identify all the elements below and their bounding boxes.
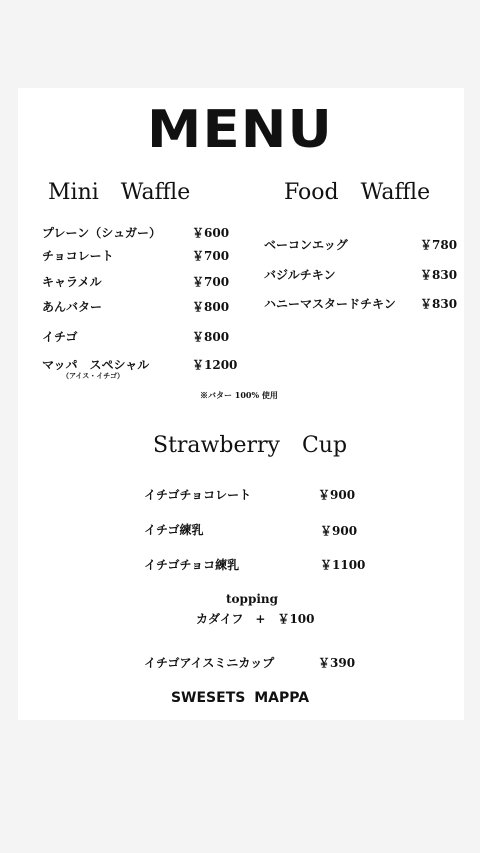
cup-item-price: ￥900 — [318, 488, 356, 502]
topping-item: カダイフ + ￥100 — [196, 612, 315, 626]
mini-item-name: プレーン（シュガー） — [42, 226, 162, 240]
food-item-name: ハニーマスタードチキン — [264, 297, 396, 311]
mini-item-name: キャラメル — [42, 275, 102, 289]
topping-label: topping — [226, 592, 279, 606]
butter-note: ※バター 100% 使用 — [200, 390, 278, 400]
cup-item-name: イチゴチョコレート — [144, 488, 252, 502]
mini-item-name: あんバター — [42, 300, 103, 314]
mini-item-price: ￥800 — [192, 300, 230, 314]
strawberry-cup-heading: Strawberry Cup — [153, 433, 348, 458]
cup-extra-name: イチゴアイスミニカップ — [144, 656, 275, 670]
mini-item-name: マッパ スペシャル — [42, 358, 150, 372]
cup-item-name: イチゴチョコ練乳 — [144, 558, 240, 572]
food-waffle-heading: Food Waffle — [284, 180, 431, 205]
mini-waffle-heading: Mini Waffle — [48, 180, 191, 205]
mini-item-price: ￥800 — [192, 330, 230, 344]
cup-item-price: ￥1100 — [320, 558, 366, 572]
menu-title: MENU — [147, 100, 333, 160]
cup-extra-price: ￥390 — [318, 656, 356, 670]
cup-item-price: ￥900 — [320, 524, 358, 538]
cup-item-name: イチゴ練乳 — [144, 523, 204, 537]
food-item-name: バジルチキン — [264, 268, 336, 282]
mini-item-name: イチゴ — [42, 330, 78, 344]
mini-item-price: ￥600 — [192, 226, 230, 240]
special-subtitle: （アイス・イチゴ） — [62, 371, 125, 380]
mini-item-price: ￥1200 — [192, 358, 238, 372]
mini-item-price: ￥700 — [192, 275, 230, 289]
food-item-name: ベーコンエッグ — [264, 238, 348, 252]
food-item-price: ￥830 — [420, 268, 458, 282]
mini-item-name: チョコレート — [42, 249, 114, 263]
mini-item-price: ￥700 — [192, 249, 230, 263]
food-item-price: ￥780 — [420, 238, 458, 252]
shop-name-footer: SWESETS MAPPA — [170, 690, 310, 706]
food-item-price: ￥830 — [420, 297, 458, 311]
